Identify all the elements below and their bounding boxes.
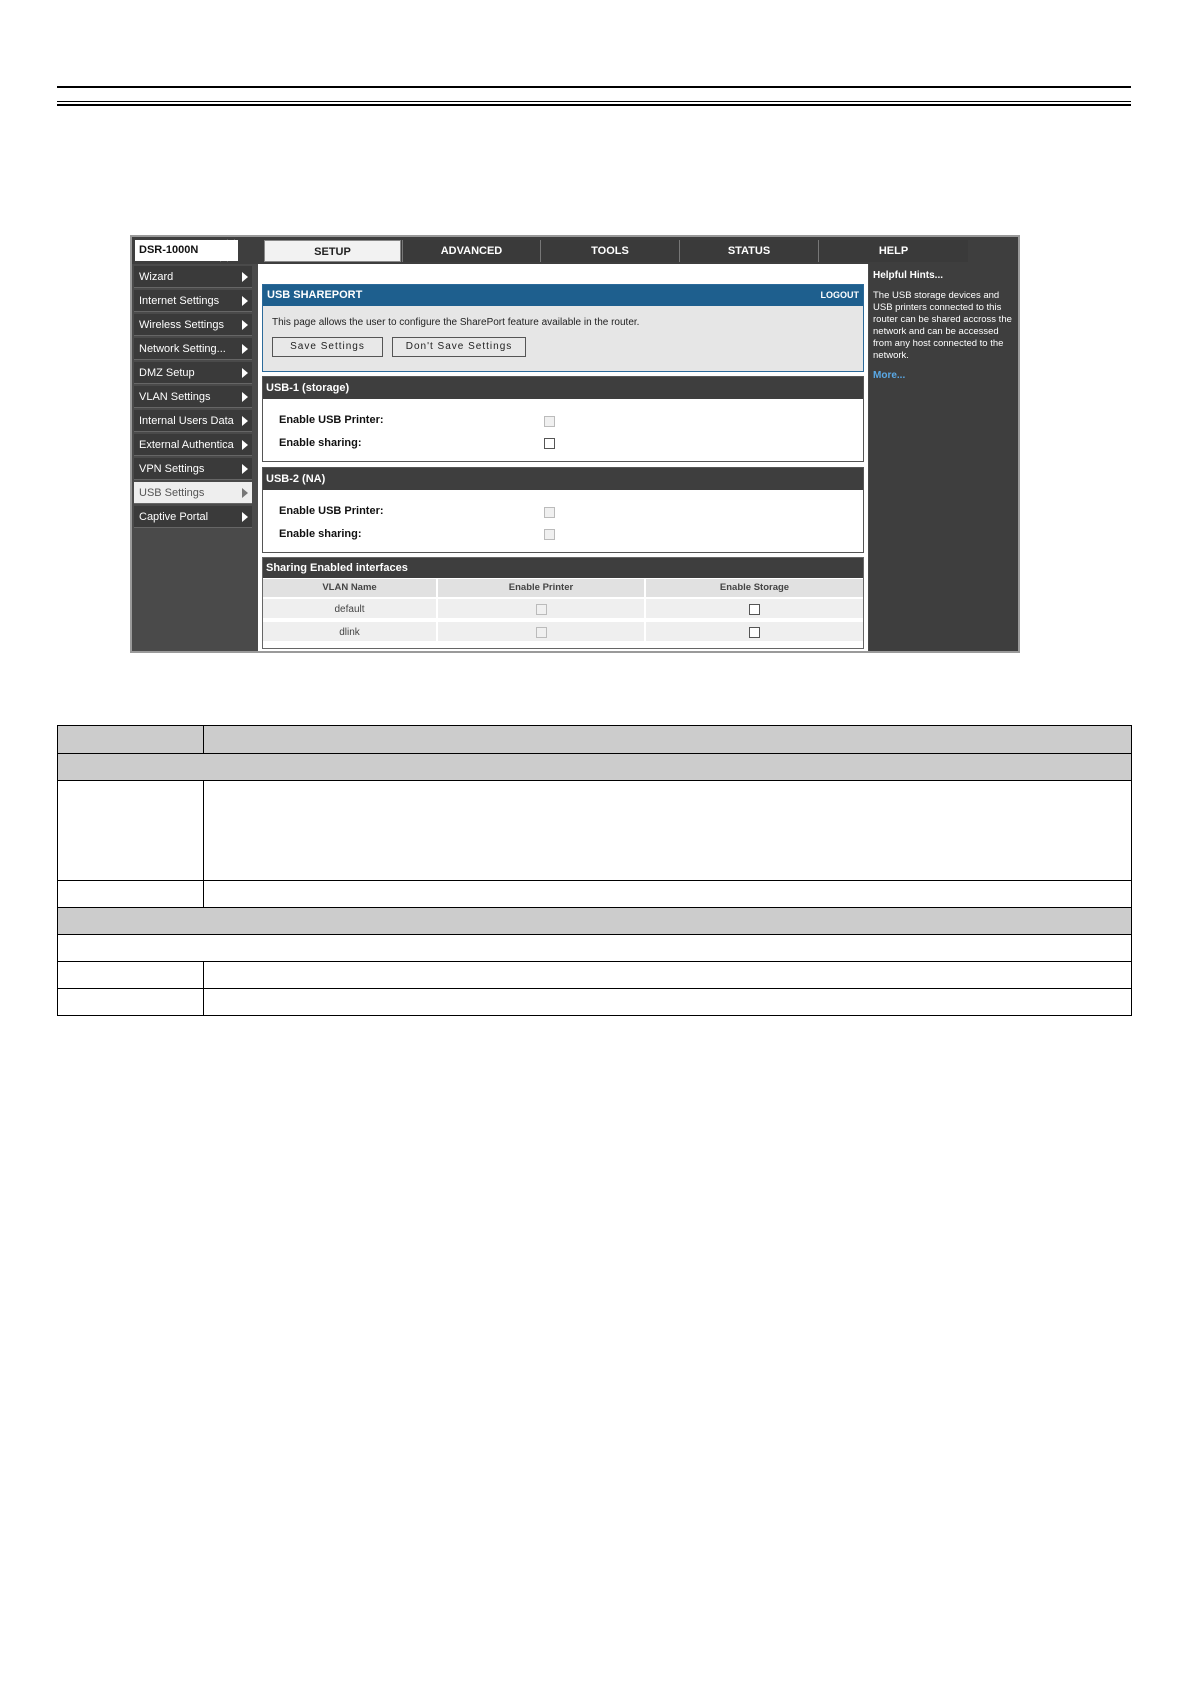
table-row	[58, 989, 1132, 1016]
arrow-right-icon	[242, 512, 248, 522]
tab-help[interactable]: HELP	[818, 240, 968, 262]
arrow-right-icon	[242, 272, 248, 282]
table-row-storage-cell	[646, 620, 863, 641]
nav-item-label: Internet Settings	[139, 295, 220, 307]
logout-link[interactable]: LOGOUT	[820, 290, 859, 300]
nav-item-vlan-settings[interactable]	[134, 386, 252, 408]
sharing-interfaces-title: Sharing Enabled interfaces	[263, 558, 863, 578]
table-row	[58, 881, 1132, 908]
nav-item-dmz-setup[interactable]	[134, 362, 252, 384]
arrow-right-icon	[242, 440, 248, 450]
table-row-printer-cell	[438, 620, 646, 641]
tab-tools[interactable]: TOOLS	[540, 240, 679, 262]
col-header-vlan-name: VLAN Name	[263, 579, 438, 597]
usb2-sharing-checkbox[interactable]	[544, 529, 555, 540]
shareport-panel	[262, 284, 864, 372]
table-section-row	[58, 908, 1132, 935]
row-printer-checkbox[interactable]	[536, 627, 547, 638]
nav-item-internet-settings[interactable]	[134, 290, 252, 312]
usb2-sharing-label: Enable sharing:	[279, 528, 362, 540]
usb2-printer-label: Enable USB Printer:	[279, 505, 384, 517]
usb2-title: USB-2 (NA)	[263, 468, 863, 490]
row-storage-checkbox[interactable]	[749, 604, 760, 615]
table-row-vlan: dlink	[263, 620, 438, 641]
help-more-link[interactable]: More...	[873, 370, 906, 381]
help-body: The USB storage devices and USB printers connected to this router can be shared accross the network and can be accessed from any host connected to the network.	[873, 290, 1012, 361]
help-title: Helpful Hints...	[873, 270, 943, 281]
sharing-interfaces-table	[262, 557, 864, 649]
shareport-title: USB SHAREPORT	[267, 289, 363, 301]
nav-item-label: VPN Settings	[139, 463, 205, 475]
col-header-enable-storage: Enable Storage	[646, 579, 863, 597]
nav-item-captive-portal[interactable]	[134, 506, 252, 528]
usb1-sharing-checkbox[interactable]	[544, 438, 555, 449]
col-header-enable-printer: Enable Printer	[438, 579, 646, 597]
description-table	[57, 725, 1132, 1016]
dont-save-settings-button[interactable]: Don't Save Settings	[392, 337, 526, 357]
header-double-rule-top	[57, 101, 1131, 102]
arrow-right-icon	[242, 416, 248, 426]
left-nav	[132, 264, 256, 651]
arrow-right-icon	[242, 392, 248, 402]
nav-item-label: Network Setting...	[139, 343, 226, 355]
table-header-row	[58, 726, 1132, 754]
nav-item-label: DMZ Setup	[139, 367, 195, 379]
table-row	[58, 962, 1132, 989]
table-row-storage-cell	[646, 597, 863, 618]
nav-item-wizard[interactable]	[134, 266, 252, 288]
usb1-sharing-label: Enable sharing:	[279, 437, 362, 449]
table-section-row	[58, 754, 1132, 781]
arrow-right-icon	[242, 320, 248, 330]
nav-item-label: VLAN Settings	[139, 391, 211, 403]
usb1-section	[262, 376, 864, 462]
arrow-right-icon	[242, 368, 248, 378]
row-storage-checkbox[interactable]	[749, 627, 760, 638]
table-row	[58, 935, 1132, 962]
table-row-vlan: default	[263, 597, 438, 618]
tab-advanced[interactable]: ADVANCED	[402, 240, 540, 262]
table-row-printer-cell	[438, 597, 646, 618]
nav-item-usb-settings[interactable]	[134, 482, 252, 504]
nav-item-label: Wireless Settings	[139, 319, 224, 331]
header-rule	[57, 86, 1131, 88]
nav-item-label: Wizard	[139, 271, 174, 283]
arrow-right-icon	[242, 464, 248, 474]
nav-item-network-setting[interactable]	[134, 338, 252, 360]
top-bar	[132, 237, 1018, 264]
arrow-right-icon	[242, 296, 248, 306]
main-content	[258, 264, 868, 651]
nav-item-label: Internal Users Data	[139, 415, 234, 427]
nav-item-internal-users[interactable]	[134, 410, 252, 432]
router-screenshot	[130, 235, 1020, 653]
header-double-rule-bottom	[57, 104, 1131, 106]
usb1-title: USB-1 (storage)	[263, 377, 863, 399]
save-settings-button[interactable]: Save Settings	[272, 337, 383, 357]
usb1-printer-checkbox[interactable]	[544, 416, 555, 427]
arrow-right-icon	[242, 488, 248, 498]
nav-item-wireless-settings[interactable]	[134, 314, 252, 336]
nav-item-vpn-settings[interactable]	[134, 458, 252, 480]
tab-setup[interactable]: SETUP	[264, 240, 401, 262]
logo-slashes-icon	[206, 239, 246, 262]
nav-item-label: USB Settings	[139, 487, 205, 499]
nav-item-external-auth[interactable]	[134, 434, 252, 456]
nav-item-label: External Authentica	[139, 439, 234, 451]
tab-status[interactable]: STATUS	[679, 240, 818, 262]
arrow-right-icon	[242, 344, 248, 354]
row-printer-checkbox[interactable]	[536, 604, 547, 615]
nav-item-label: Captive Portal	[139, 511, 209, 523]
usb1-printer-label: Enable USB Printer:	[279, 414, 384, 426]
shareport-description: This page allows the user to configure the SharePort feature available in the router.	[272, 317, 640, 328]
model-label: DSR-1000N	[135, 240, 238, 261]
shareport-header	[263, 285, 863, 306]
help-panel	[869, 264, 1018, 651]
usb2-section	[262, 467, 864, 553]
table-row	[58, 781, 1132, 881]
usb2-printer-checkbox[interactable]	[544, 507, 555, 518]
